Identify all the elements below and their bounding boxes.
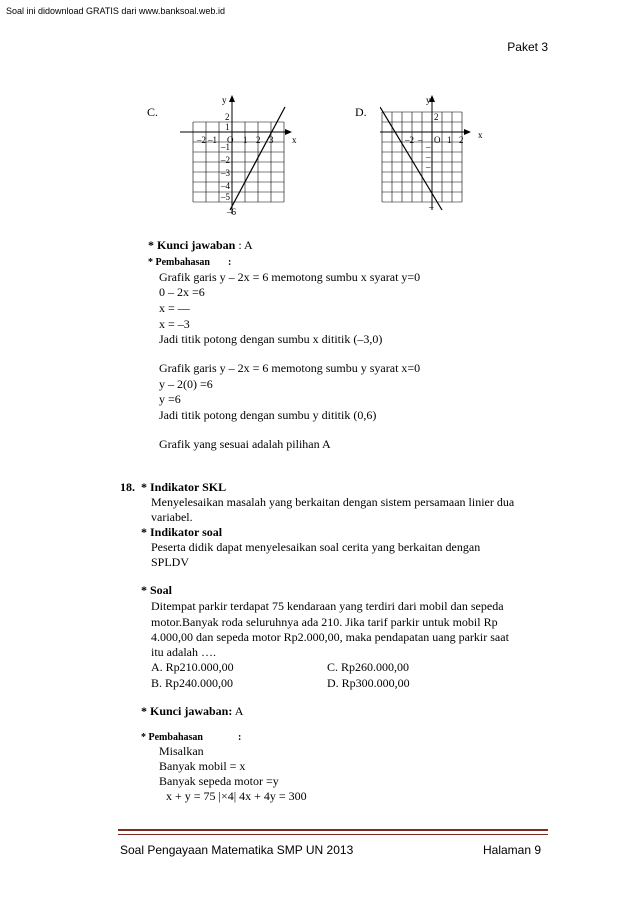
q18-kunci: * Kunci jawaban: A bbox=[141, 704, 244, 718]
svg-text:–: – bbox=[418, 135, 423, 145]
graph-d bbox=[380, 92, 505, 217]
svg-text:–1: –1 bbox=[221, 142, 230, 152]
page-number: Halaman 9 bbox=[483, 843, 542, 857]
svg-text:–2: –2 bbox=[221, 155, 230, 165]
option-c: C. Rp260.000,00 bbox=[327, 660, 410, 674]
option-c-label: C. bbox=[147, 105, 159, 119]
soal-label: * Soal bbox=[141, 583, 173, 597]
indikator-soal-label: * Indikator soal bbox=[141, 525, 223, 539]
footer-rule bbox=[118, 829, 548, 831]
q18-number: 18. bbox=[120, 480, 135, 494]
download-note: Soal ini didownload GRATIS dari www.banksoal.web.id bbox=[6, 6, 225, 16]
svg-text:1: 1 bbox=[447, 135, 452, 145]
svg-text:–1: –1 bbox=[208, 135, 217, 145]
option-a: A. Rp210.000,00 bbox=[151, 660, 234, 674]
q17-kunci: * Kunci jawaban : A bbox=[148, 238, 253, 252]
svg-text:–: – bbox=[426, 162, 431, 172]
footer-rule-thin bbox=[118, 834, 548, 835]
svg-text:2: 2 bbox=[434, 112, 439, 122]
svg-text:–: – bbox=[426, 152, 431, 162]
svg-text:O: O bbox=[434, 135, 441, 145]
svg-text:2: 2 bbox=[459, 135, 464, 145]
svg-text:–5: –5 bbox=[221, 192, 230, 202]
svg-text:2: 2 bbox=[225, 112, 230, 122]
footer-title: Soal Pengayaan Matematika SMP UN 2013 bbox=[120, 843, 354, 857]
graph-c-y-label: y bbox=[222, 95, 227, 105]
svg-text:–3: –3 bbox=[221, 168, 230, 178]
indikator-skl-label: * Indikator SKL bbox=[141, 480, 227, 494]
graph-c bbox=[180, 92, 310, 222]
svg-text:3: 3 bbox=[269, 135, 274, 145]
option-b: B. Rp240.000,00 bbox=[151, 676, 234, 690]
svg-text:2: 2 bbox=[256, 135, 261, 145]
svg-text:–: – bbox=[426, 142, 431, 152]
svg-text:–4: –4 bbox=[221, 181, 230, 191]
svg-text:O: O bbox=[227, 135, 234, 145]
svg-text:1: 1 bbox=[225, 122, 230, 132]
svg-text:–6: –6 bbox=[227, 207, 236, 217]
graph-c-x-label: x bbox=[292, 135, 297, 145]
graph-d-x-label: x bbox=[478, 130, 483, 140]
option-d: D. Rp300.000,00 bbox=[327, 676, 410, 690]
graph-d-y-label: y bbox=[426, 95, 431, 105]
svg-text:–: – bbox=[429, 202, 434, 212]
option-d-label: D. bbox=[355, 105, 367, 119]
svg-text:1: 1 bbox=[243, 135, 248, 145]
svg-text:–2: –2 bbox=[405, 135, 414, 145]
q17-pembahasan-label: * Pembahasan bbox=[148, 257, 210, 268]
q18-pembahasan-label: * Pembahasan bbox=[141, 732, 203, 743]
svg-text:–2: –2 bbox=[197, 135, 206, 145]
paket-label: Paket 3 bbox=[507, 40, 548, 54]
